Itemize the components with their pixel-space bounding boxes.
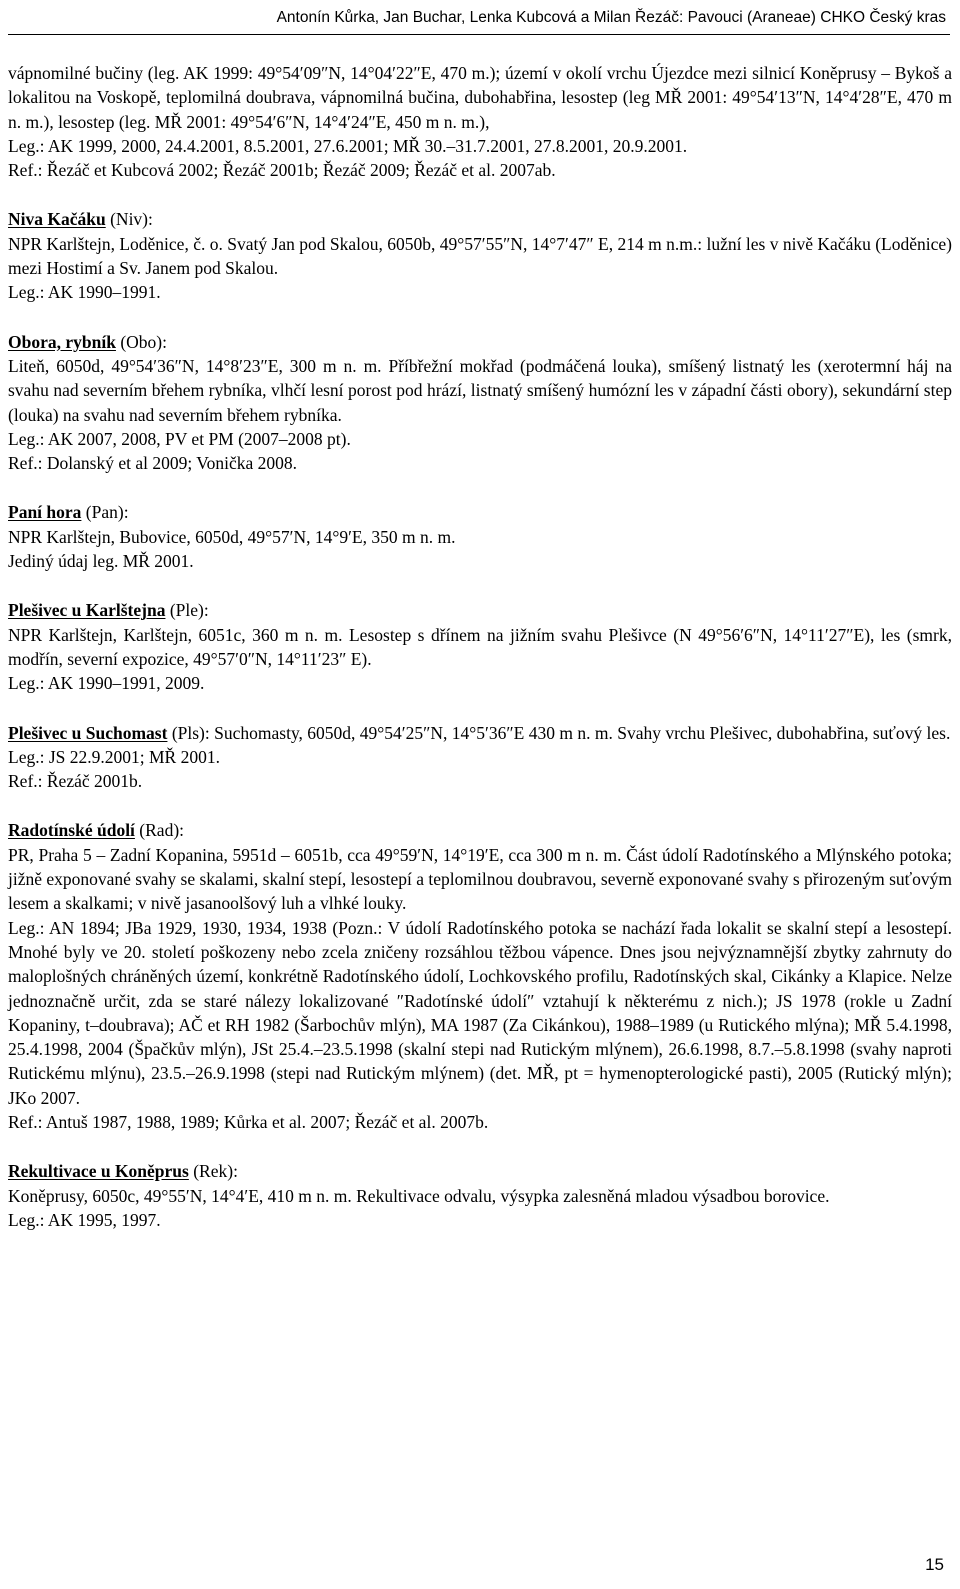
- spacer: [8, 573, 952, 598]
- locality-heading-with-description: [8, 721, 952, 745]
- spacer: [8, 696, 952, 721]
- intro-ref: Ref.: Řezáč et Kubcová 2002; Řezáč 2001b; Řezáč 2009; Řezáč et al. 2007ab.: [8, 160, 556, 181]
- locality-leg: Leg.: JS 22.9.2001; MŘ 2001.: [8, 746, 220, 767]
- intro-text: vápnomilné bučiny (leg. AK 1999: 49°54′09″N, 14°04′22″E, 470 m.); území v okolí vrchu Újezdce mezi silnicí Koněprusy – Bykoš a lokalitou na Voskopě, teplomilná doubrava, vápnomilná bučina, dubohabřina, lesostep (leg MŘ 2001: 49°54′13″N, 14°4′28″E, 470 m n. m.), lesostep (leg. MŘ 2001: 49°54′6″N, 14°4′24″E, 450 m n. m.),: [8, 63, 952, 132]
- locality-entry: [8, 500, 952, 573]
- locality-leg: Leg.: AK 1990–1991, 2009.: [8, 673, 205, 694]
- header-rule: [8, 34, 950, 35]
- locality-code: (Pls):: [167, 722, 210, 743]
- locality-entry: [8, 330, 952, 476]
- locality-entry: [8, 598, 952, 695]
- locality-name: Rekultivace u Koněprus: [8, 1161, 189, 1182]
- locality-name: Paní hora: [8, 502, 82, 523]
- locality-heading: [8, 500, 952, 524]
- locality-leg: Leg.: AN 1894; JBa 1929, 1930, 1934, 1938 (Pozn.: V údolí Radotínského potoka se nachází řada lokalit se skalní stepí a lesostepí. Mnohé byly ve 20. století poškozeny nebo zcela zničeny rozsáhlou těžbou vápence. Dnes jsou nejvýznamnější zbytky zahrnuty do maloplošných chráněných území, konkrétně Radotínského údolí, Lochkovského profilu, Radotínských skal, Cikánky a Klapice. Nelze jednoznačně určit, zda se staré nálezy lokalizované ″Radotínské údolí″ vztahují k některému z nich.); JS 1978 (rokle u Zadní Kopaniny, t–doubrava); AČ et RH 1982 (Šarbochův mlýn), MA 1987 (Za Cikánkou), 1988–1989 (u Rutického mlýna); MŘ 5.4.1998, 25.4.1998, 2004 (Špačkův mlýn), JSt 25.4.–23.5.1998 (skalní stepi nad Rutickým mlýnem), 26.6.1998, 8.7.–5.8.1998 (svahy naproti Rutickému mlýnu), 23.5.–26.9.1998 (stepi nad Rutickým mlýnem) (det. MŘ, pt = hymenopterologické pasti), 2005 (Rutický mlýn); JKo 2007.: [8, 917, 952, 1108]
- locality-name: Radotínské údolí: [8, 820, 135, 841]
- locality-code: (Obo):: [115, 331, 167, 352]
- spacer: [8, 1134, 952, 1159]
- locality-description: NPR Karlštejn, Loděnice, č. o. Svatý Jan pod Skalou, 6050b, 49°57′55″N, 14°7′47″ E, 214 m n.m.: lužní les v nivě Kačáku (Loděnice) mezi Hostimí a Sv. Janem pod Skalou.: [8, 233, 952, 279]
- intro-leg: Leg.: AK 1999, 2000, 24.4.2001, 8.5.2001, 27.6.2001; MŘ 30.–31.7.2001, 27.8.2001, 20.9.2001.: [8, 135, 688, 156]
- locality-ref: Ref.: Řezáč 2001b.: [8, 771, 143, 792]
- locality-code: (Niv):: [105, 209, 153, 230]
- running-header: Antonín Kůrka, Jan Buchar, Lenka Kubcová a Milan Řezáč: Pavouci (Araneae) CHKO Český kras: [276, 9, 946, 26]
- locality-entry: [8, 721, 952, 794]
- spacer: [8, 182, 952, 207]
- locality-description: Koněprusy, 6050c, 49°55′N, 14°4′E, 410 m n. m. Rekultivace odvalu, výsypka zalesněná mladou výsadbou borovice.: [8, 1185, 830, 1206]
- locality-leg: Leg.: AK 1995, 1997.: [8, 1209, 161, 1230]
- locality-note: Jediný údaj leg. MŘ 2001.: [8, 551, 194, 572]
- locality-entry: [8, 207, 952, 304]
- locality-code: (Pan):: [81, 502, 129, 523]
- locality-heading: [8, 330, 952, 354]
- locality-ref: Ref.: Antuš 1987, 1988, 1989; Kůrka et al. 2007; Řezáč et al. 2007b.: [8, 1111, 489, 1132]
- locality-description: NPR Karlštejn, Karlštejn, 6051c, 360 m n. m. Lesostep s dřínem na jižním svahu Plešivce (N 49°56′6″N, 14°11′27″E), les (smrk, modřín, severní expozice, 49°57′0″N, 14°11′23″ E).: [8, 624, 952, 669]
- spacer: [8, 793, 952, 818]
- locality-description: NPR Karlštejn, Bubovice, 6050d, 49°57′N, 14°9′E, 350 m n. m.: [8, 526, 456, 547]
- locality-description: PR, Praha 5 – Zadní Kopanina, 5951d – 6051b, cca 49°59′N, 14°19′E, cca 300 m n. m. Část údolí Radotínského a Mlýnského potoka; jižně exponované svahy se skalami, skalní stepí, lesostepí a teplomilnou doubravou, severně exponované svahy s přirozeným suťovým lesem a skalkami; v nivě jasanoolšový luh a vlhké louky.: [8, 844, 953, 914]
- locality-heading: [8, 818, 952, 842]
- locality-name: Plešivec u Suchomast: [8, 722, 168, 743]
- page-body: [8, 61, 952, 1232]
- locality-code: (Rad):: [134, 820, 185, 841]
- locality-description: Liteň, 6050d, 49°54′36″N, 14°8′23″E, 300 m n. m. Příbřežní mokřad (podmáčená louka), smíšený listnatý les (xerotermní háj na svahu nad severním břehem rybníka, vlhčí lesní porost pod hrází, listnatý smíšený humózní les v západní části obory), sekundární step (louka) na svahu nad severním břehem rybníka.: [8, 355, 952, 425]
- locality-ref: Ref.: Dolanský et al 2009; Vonička 2008.: [8, 453, 298, 474]
- spacer: [8, 475, 952, 500]
- locality-code: (Ple):: [165, 600, 209, 621]
- locality-name: Niva Kačáku: [8, 209, 106, 230]
- locality-code: (Rek):: [188, 1161, 238, 1182]
- locality-leg: Leg.: AK 1990–1991.: [8, 282, 161, 303]
- locality-entry: [8, 818, 952, 1134]
- locality-heading: [8, 207, 952, 231]
- locality-heading: [8, 1159, 952, 1183]
- locality-leg: Leg.: AK 2007, 2008, PV et PM (2007–2008 pt).: [8, 428, 351, 449]
- spacer: [8, 305, 952, 330]
- locality-description: Suchomasty, 6050d, 49°54′25″N, 14°5′36″E 430 m n. m. Svahy vrchu Plešivec, dubohabřina, suťový les.: [209, 722, 951, 743]
- locality-heading: [8, 598, 952, 622]
- locality-entry: [8, 1159, 952, 1232]
- page-number: 15: [925, 1554, 944, 1574]
- locality-name: Obora, rybník: [8, 331, 116, 352]
- locality-name: Plešivec u Karlštejna: [8, 600, 166, 621]
